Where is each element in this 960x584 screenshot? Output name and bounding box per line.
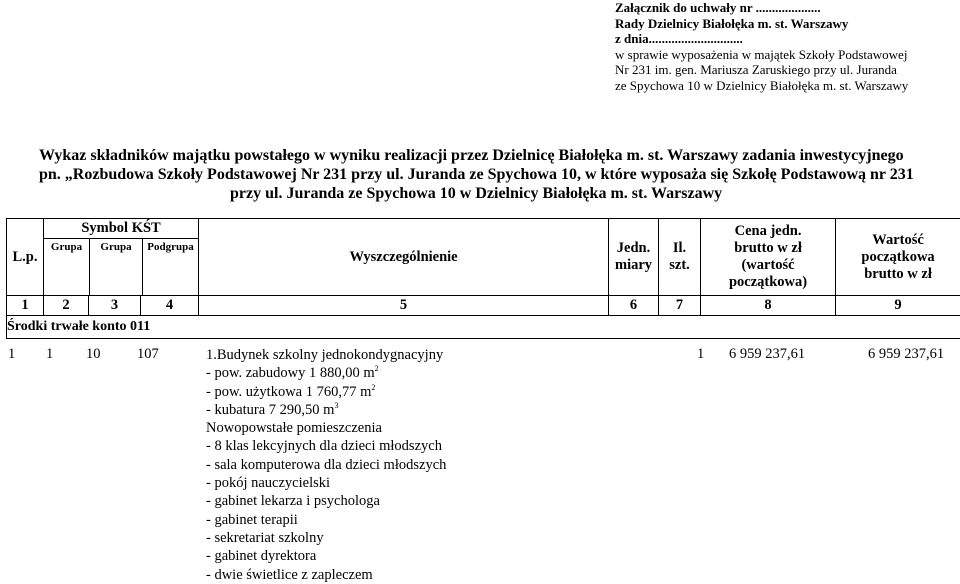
resolution-header: [615, 0, 960, 93]
cena-line-3: (wartość: [741, 257, 795, 273]
desc-line: - 8 klas lekcyjnych dla dzieci młodszych: [206, 438, 442, 455]
header-line-2: Rady Dzielnicy Białołęka m. st. Warszawy: [615, 15, 849, 31]
header-wartosc: [836, 219, 960, 296]
column-number: 9: [836, 296, 960, 316]
table-header-row: [7, 219, 960, 296]
item-value: 6 959 237,61: [868, 346, 945, 362]
column-number: 8: [701, 296, 836, 316]
title-line-3: przy ul. Juranda ze Spychowa 10 w Dzielnicy Białołęka m. st. Warszawy: [230, 185, 723, 202]
header-lp: L.p.: [7, 219, 44, 296]
header-symbol-kst: [44, 219, 199, 296]
desc-line: [206, 401, 446, 419]
desc-line: Nowopowstałe pomieszczenia: [206, 420, 382, 437]
desc-text: - kubatura 7 290,50 m: [206, 401, 335, 418]
column-number: 6: [609, 296, 659, 316]
item-quantity: 1: [697, 346, 705, 362]
desc-line: [206, 364, 446, 382]
desc-line: [206, 383, 446, 401]
cena-line-1: Cena jedn.: [734, 223, 802, 239]
section-label: Środki trwałe konto 011: [7, 316, 960, 339]
column-number: 1: [7, 296, 44, 316]
header-line-6: ze Spychowa 10 w Dzielnicy Białołęka m. st. Warszawy: [615, 77, 909, 93]
item-unit-price: 6 959 237,61: [729, 346, 806, 362]
column-number-row: [7, 296, 960, 316]
item-description: [206, 346, 446, 584]
title-line-2: pn. „Rozbudowa Szkoły Podstawowej Nr 231 przy ul. Juranda ze Spychowa 10, w które wyposaża się Szkołę Podstawową nr 231: [39, 166, 914, 183]
desc-line: - pokój nauczycielski: [206, 475, 331, 492]
header-line-1: Załącznik do uchwały nr ....................: [615, 0, 821, 15]
desc-superscript: 3: [334, 401, 339, 411]
desc-superscript: 2: [371, 382, 376, 392]
header-wyszczegolnienie: Wyszczególnienie: [199, 219, 609, 296]
header-grupa-2: Grupa: [90, 239, 143, 295]
asset-table: [6, 218, 960, 339]
item-kst-code: 107: [137, 346, 159, 362]
wartosc-line-2: początkowa: [861, 248, 935, 265]
cena-line-2: brutto w zł: [734, 240, 802, 256]
wartosc-line-1: Wartość: [872, 231, 924, 248]
item-kst-grupa-1: 1: [8, 346, 16, 362]
desc-superscript: 2: [374, 364, 379, 374]
desc-line: - dwie świetlice z zapleczem: [206, 566, 373, 583]
column-number: 2: [44, 296, 89, 316]
header-line-4: w sprawie wyposażenia w majątek Szkoły Podstawowej: [615, 46, 908, 62]
header-line-3: z dnia.............................: [615, 31, 743, 46]
column-number: 7: [659, 296, 701, 316]
section-row: [7, 316, 960, 339]
il-line-2: szt.: [669, 257, 690, 273]
il-line-1: Il.: [672, 240, 687, 256]
wartosc-line-3: brutto w zł: [864, 265, 932, 282]
desc-line: - sala komputerowa dla dzieci młodszych: [206, 456, 447, 473]
title-line-1: Wykaz składników majątku powstałego w wyniku realizacji przez Dzielnicę Białołęka m. st. Warszawy zadania inwestycyjnego: [39, 147, 904, 164]
column-number: 4: [141, 296, 199, 316]
item-kst-podgrupa: 10: [86, 346, 101, 362]
desc-line: - gabinet dyrektora: [206, 548, 317, 565]
column-number: 3: [89, 296, 141, 316]
column-number: 5: [199, 296, 609, 316]
jedn-line-1: Jedn.: [616, 240, 651, 256]
desc-line: - gabinet lekarza i psychologa: [206, 493, 380, 510]
item-kst-grupa-2: 1: [46, 346, 54, 362]
header-grupa-1: Grupa: [44, 239, 90, 295]
symbol-kst-label: Symbol KŚT: [44, 219, 198, 239]
header-line-5: Nr 231 im. gen. Mariusza Zaruskiego przy ul. Juranda: [615, 62, 897, 77]
desc-line: - sekretariat szkolny: [206, 529, 324, 546]
header-jedn-miary: [609, 219, 659, 296]
cena-line-4: początkowa): [728, 274, 808, 290]
header-podgrupa: Podgrupa: [147, 241, 194, 253]
desc-line: 1.Budynek szkolny jednokondygnacyjny: [206, 347, 444, 363]
jedn-line-2: miary: [615, 257, 653, 273]
header-cena: [701, 219, 836, 296]
desc-line: - gabinet terapii: [206, 511, 298, 528]
header-il-szt: [659, 219, 701, 296]
desc-text: - pow. użytkowa 1 760,77 m: [206, 383, 372, 400]
desc-text: - pow. zabudowy 1 880,00 m: [206, 365, 375, 382]
